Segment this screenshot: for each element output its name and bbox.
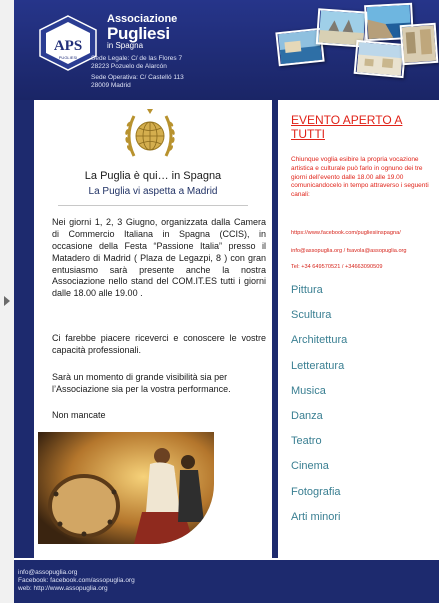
- sede-legale: [91, 55, 182, 71]
- logo-caption: PUGLIESI: [58, 55, 78, 60]
- header-banner: [14, 0, 439, 100]
- category-item: Teatro: [291, 435, 322, 448]
- category-item: Arti minori: [291, 510, 341, 523]
- footer-email[interactable]: info@assopuglia.org: [18, 569, 78, 576]
- subtagline: La Puglia vi aspetta a Madrid: [88, 186, 218, 197]
- association-name: [107, 14, 177, 50]
- sede-legale-line-2: 28223 Pozuelo de Alarcón: [91, 63, 167, 71]
- email-links[interactable]: info@assopuglia.org / fsavola@assopuglia.org: [291, 248, 407, 254]
- assoc-line-3: in Spagna: [107, 41, 144, 50]
- facebook-link[interactable]: https://www.facebook.com/pugliesiinspagna/: [291, 230, 401, 236]
- photo-village: [354, 40, 407, 78]
- event-paragraph-3: Sarà un momento di grande visibilità sia per l’Associazione sia per la vostra performance.: [52, 372, 231, 394]
- left-gutter: [0, 0, 14, 603]
- open-event-description: Chiunque voglia esibire la propria vocazione artistica e culturale può farlo in ognuno dei tre giorni dell’evento dalle 18.00 alle 19.00 comunicandocelo in tempo attraverso i seguenti canali:: [291, 156, 429, 199]
- puglia-photo-collage: [269, 4, 439, 82]
- main-content-frame: [14, 100, 439, 558]
- event-paragraph-2: Ci farebbe piacere riceverci e conoscere le vostre capacità professionali.: [52, 333, 266, 355]
- announcement-column: [34, 100, 272, 558]
- category-item: Fotografia: [291, 485, 341, 498]
- dancers-tambourine-photo: [38, 432, 214, 544]
- tagline: La Puglia è qui… in Spagna: [84, 170, 222, 182]
- sede-operativa-line-2: 28009 Madrid: [91, 82, 131, 90]
- category-item: Scultura: [291, 309, 332, 322]
- phone-numbers: Tel: +34 649570521 / +34663090509: [291, 264, 383, 270]
- sede-legale-line-1: Sede Legale: C/ de las Flores 7: [91, 55, 183, 62]
- art-categories-list: [291, 283, 347, 535]
- assoc-line-2: Pugliesi: [107, 24, 170, 43]
- event-paragraph-1: Nei giorni 1, 2, 3 Giugno, organizzata dalla Camera di Commercio Italiana in Spagna (CCIS), in occasione della Festa “Passione Italia” presso il Matadero di Madrid ( Plaza de Legazpi, 8 ) con gran entusiasmo sarà presente anche la nostra Associazione nello stand del COM.IT.ES tutti i giorni dalle 18.00 alle 19.00 .: [52, 217, 266, 299]
- open-event-column: [278, 100, 439, 558]
- category-item: Architettura: [291, 334, 348, 347]
- globe-laurel-logo-icon: [120, 106, 180, 166]
- footer-website[interactable]: web: http://www.assopuglia.org: [18, 585, 108, 592]
- sede-operativa-line-1: Sede Operativa: C/ Castelló 113: [91, 74, 184, 81]
- footer-facebook[interactable]: Facebook: facebook.com/assopuglia.org: [18, 577, 135, 584]
- category-item: Danza: [291, 409, 323, 422]
- category-item: Cinema: [291, 460, 329, 473]
- tagline-divider: [58, 205, 248, 206]
- logo-letters: APS: [53, 38, 83, 54]
- assoc-line-1: Associazione: [107, 13, 178, 25]
- open-event-title: EVENTO APERTO A TUTTI: [291, 113, 403, 141]
- photo-street: [400, 23, 439, 65]
- sede-operativa: [91, 74, 184, 90]
- category-item: Pittura: [291, 284, 323, 296]
- category-item: Musica: [291, 384, 326, 397]
- expand-arrow-icon[interactable]: [4, 296, 10, 306]
- event-paragraph-4: Non mancate: [52, 410, 106, 420]
- category-item: Letteratura: [291, 359, 345, 372]
- footer-bar: [14, 558, 439, 603]
